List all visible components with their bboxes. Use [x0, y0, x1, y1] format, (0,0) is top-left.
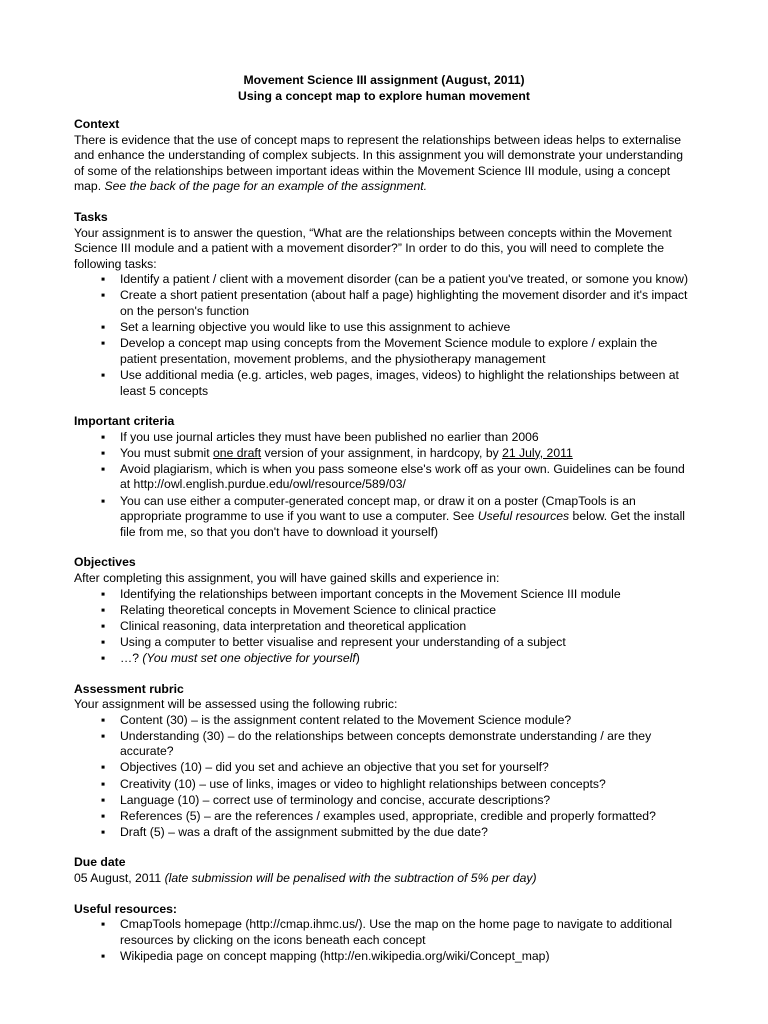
resources-section	[74, 902, 694, 965]
list-item: ▪ Relating theoretical concepts in Movement Science to clinical practice	[101, 602, 496, 617]
list-item: ▪ Identify a patient / client with a movement disorder (can be a patient you've treated, or somone you know)	[101, 272, 688, 287]
bullet-icon: ▪	[101, 824, 106, 839]
tasks-list	[74, 272, 694, 399]
rubric-list	[74, 713, 694, 841]
bullet-icon: ▪	[101, 336, 106, 351]
bullet-icon: ▪	[101, 288, 106, 303]
objectives-list	[74, 587, 694, 667]
due-date-heading: Due date	[74, 855, 126, 870]
rubric-heading: Assessment rubric	[74, 681, 184, 696]
criteria-heading: Important criteria	[74, 414, 175, 429]
bullet-icon: ▪	[101, 367, 106, 382]
bullet-icon: ▪	[101, 429, 106, 444]
list-item: ▪ References (5) – are the references / examples used, appropriate, credible and properly formatted?	[101, 808, 656, 823]
objectives-heading: Objectives	[74, 555, 136, 570]
list-item: ▪ Clinical reasoning, data interpretation and theoretical application	[101, 618, 467, 633]
due-date-text: 05 August, 2011 (late submission will be penalised with the subtraction of 5% per day)	[74, 871, 537, 886]
bullet-icon: ▪	[101, 602, 106, 617]
list-item: ▪ Create a short patient presentation (about half a page) highlighting the movement disorder and it's impact on the person's function	[101, 288, 688, 319]
bullet-icon: ▪	[101, 728, 106, 743]
tasks-intro: Your assignment is to answer the question, “What are the relationships between concepts within the Movement Science III module and a patient with a movement disorder?” In order to do this, you will need to complete the following tasks:	[74, 225, 672, 271]
list-item: ▪ Identifying the relationships between important concepts in the Movement Science III module	[101, 586, 621, 601]
list-item: ▪ Understanding (30) – do the relationships between concepts demonstrate understanding / are they accurate?	[101, 728, 652, 759]
list-item: ▪ You can use either a computer-generated concept map, or draw it on a poster (CmapTools is an appropriate programme to use if you want to use a computer. See Useful resources below. Get the install file from me, so that you don't have to download it yourself)	[101, 493, 686, 539]
list-item: ▪ …? (You must set one objective for yourself)	[101, 650, 360, 665]
document-body	[74, 117, 694, 980]
criteria-section	[74, 414, 694, 540]
list-item: ▪ Wikipedia page on concept mapping (http://en.wikipedia.org/wiki/Concept_map)	[101, 948, 550, 963]
list-item: ▪ Draft (5) – was a draft of the assignment submitted by the due date?	[101, 824, 488, 839]
bullet-icon: ▪	[101, 586, 106, 601]
title-line-2: Using a concept map to explore human movement	[238, 89, 530, 103]
list-item: ▪ CmapTools homepage (http://cmap.ihmc.us/). Use the map on the home page to navigate to additional resources by clicking on the icons beneath each concept	[101, 917, 673, 947]
bullet-icon: ▪	[101, 634, 106, 649]
bullet-icon: ▪	[101, 808, 106, 823]
bullet-icon: ▪	[101, 760, 106, 775]
list-item: ▪ Content (30) – is the assignment content related to the Movement Science module?	[101, 712, 572, 727]
objectives-intro: After completing this assignment, you will have gained skills and experience in:	[74, 570, 500, 585]
tasks-heading: Tasks	[74, 209, 108, 224]
one-draft-text: one draft	[213, 445, 262, 460]
tasks-section	[74, 210, 694, 399]
list-item: ▪ You must submit one draft version of your assignment, in hardcopy, by 21 July, 2011	[101, 445, 573, 460]
list-item: ▪ Develop a concept map using concepts from the Movement Science module to explore / explain the patient presentation, movement problems, and the physiotherapy management	[101, 336, 658, 366]
title-line-1: Movement Science III assignment (August, 2011)	[243, 73, 525, 87]
bullet-icon: ▪	[101, 776, 106, 791]
list-item: ▪ Creativity (10) – use of links, images or video to highlight relationships between concepts?	[101, 776, 606, 791]
rubric-section	[74, 682, 694, 841]
context-paragraph: There is evidence that the use of concept maps to represent the relationships between ideas helps to externalise and enhance the understanding of complex subjects. In this assignment you will demonstrate your understanding of some of the relationships between important ideas within the Movement Science III module, using a concept map. See the back of the page for an example of the assignment.	[74, 132, 684, 194]
list-item: ▪ Using a computer to better visualise and represent your understanding of a subject	[101, 634, 566, 649]
bullet-icon: ▪	[101, 320, 106, 335]
objectives-section	[74, 555, 694, 666]
due-date-section	[74, 855, 694, 886]
bullet-icon: ▪	[101, 461, 106, 476]
list-item: ▪ Set a learning objective you would like to use this assignment to achieve	[101, 320, 511, 335]
list-item: ▪ Use additional media (e.g. articles, web pages, images, videos) to highlight the relationships between at least 5 concepts	[101, 367, 679, 398]
bullet-icon: ▪	[101, 650, 106, 665]
list-item: ▪ Objectives (10) – did you set and achieve an objective that you set for yourself?	[101, 760, 549, 775]
list-item: ▪ Avoid plagiarism, which is when you pass someone else's work off as your own. Guidelines can be found at http://owl.english.purdue.edu/owl/resource/589/03/	[101, 461, 685, 492]
resources-heading: Useful resources:	[74, 901, 177, 916]
bullet-icon: ▪	[101, 948, 106, 963]
rubric-intro: Your assignment will be assessed using the following rubric:	[74, 697, 398, 712]
document-title	[0, 72, 768, 104]
bullet-icon: ▪	[101, 493, 106, 508]
bullet-icon: ▪	[101, 272, 106, 287]
context-heading: Context	[74, 117, 120, 131]
bullet-icon: ▪	[101, 917, 106, 932]
bullet-icon: ▪	[101, 712, 106, 727]
list-item: ▪ If you use journal articles they must have been published no earlier than 2006	[101, 429, 539, 444]
resources-list	[74, 917, 694, 964]
criteria-list	[74, 430, 694, 541]
bullet-icon: ▪	[101, 792, 106, 807]
bullet-icon: ▪	[101, 445, 106, 460]
list-item: ▪ Language (10) – correct use of terminology and concise, accurate descriptions?	[101, 792, 551, 807]
bullet-icon: ▪	[101, 618, 106, 633]
context-section	[74, 117, 694, 195]
deadline-date-text: 21 July, 2011	[502, 445, 573, 460]
